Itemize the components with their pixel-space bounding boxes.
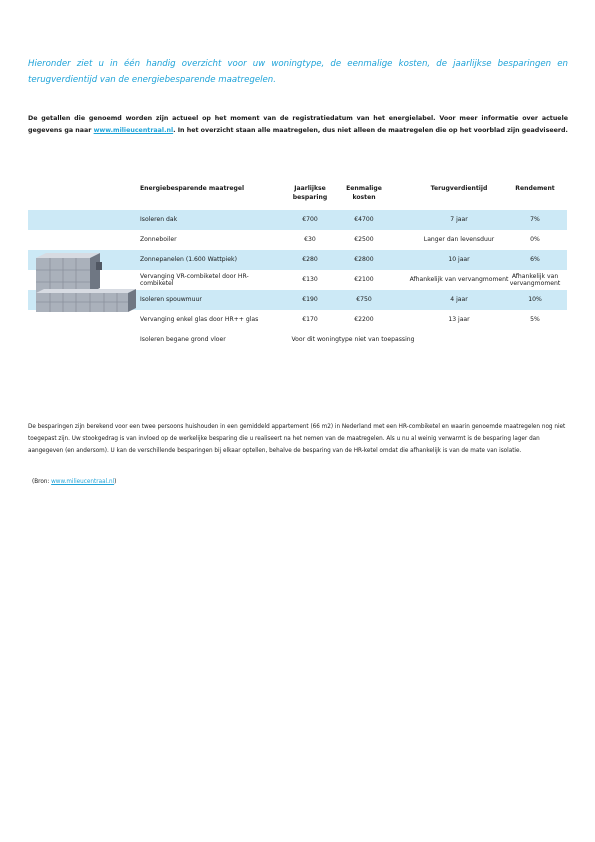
row-payback: Afhankelijk van vervangmoment	[409, 276, 509, 284]
row-payback: 10 jaar	[448, 256, 470, 264]
header-eenmalig: Eenmalige kosten	[346, 185, 382, 201]
row-cost: €2500	[354, 236, 374, 244]
row-measure: Zonneboiler	[140, 236, 177, 244]
row-cost: €2200	[354, 316, 374, 324]
row-measure: Isoleren spouwmuur	[140, 296, 202, 304]
source-suffix: )	[114, 479, 117, 485]
info-note-text: De getallen die genoemd worden zijn actueel op het moment van de registratiedatum van het energielabel. Voor meer informatie over actuele gegevens ga naar	[28, 115, 568, 134]
apartment-building-icon	[32, 252, 138, 318]
row-measure: Vervanging enkel glas door HR++ glas	[140, 316, 259, 324]
row-payback: Langer dan levensduur	[423, 236, 495, 244]
source-prefix: (Bron:	[32, 479, 52, 485]
row-measure: Isoleren dak	[140, 216, 178, 224]
intro-text: Hieronder ziet u in één handig overzicht voor uw woningtype, de eenmalige kosten, de jaarlijkse besparingen en terugverdientijd van de energiebesparende maatregelen.	[28, 59, 568, 85]
row-saving: €700	[302, 216, 318, 224]
row-measure: Vervanging VR-combiketel door HR-combiketel	[140, 272, 249, 287]
row-not-applicable-note: Voor dit woningtype niet van toepassing	[291, 336, 415, 344]
row-yield: 10%	[528, 296, 542, 304]
info-note	[28, 113, 568, 137]
row-measure: Zonnepanelen (1.600 Wattpiek)	[140, 256, 237, 264]
row-saving: €280	[302, 256, 318, 264]
row-cost: €4700	[354, 216, 374, 224]
row-yield: Afhankelijk van vervangmoment	[509, 272, 561, 287]
row-saving: €130	[302, 276, 318, 284]
row-payback: 7 jaar	[450, 216, 468, 224]
source-link[interactable]: www.milieucentraal.nl	[51, 479, 115, 485]
header-maatregel: Energiebesparende maatregel	[140, 185, 245, 192]
footnote: De besparingen zijn berekend voor een twee persoons huishouden in een gemiddeld appartement (66 m2) in Nederland met een HR-combiketel en waarin genoemde maatregelen nog niet toegepast zijn. Uw stookgedrag is van invloed op de werkelijke besparing die u realiseert na het nemen van de maatregelen. Als u nu al weinig verwarmt is de besparing lager dan aangegeven (en andersom). U kan de verschillende besparingen bij elkaar optellen, behalve de besparing van de HR-ketel omdat die afhankelijk is van de mate van isolatie.	[28, 424, 566, 454]
row-yield: 5%	[530, 316, 540, 324]
row-yield: 0%	[530, 236, 540, 244]
row-saving: €190	[302, 296, 318, 304]
table-row	[28, 210, 567, 230]
row-payback: 13 jaar	[448, 316, 470, 324]
row-yield: 6%	[530, 256, 540, 264]
info-note-text-end: . In het overzicht staan alle maatregelen, dus niet alleen de maatregelen die op het voorblad zijn geadviseerd.	[173, 127, 568, 134]
table-header	[28, 180, 567, 210]
milieucentraal-link[interactable]: www.milieucentraal.nl	[93, 127, 174, 134]
source-note	[32, 477, 116, 487]
row-cost: €2800	[354, 256, 374, 264]
row-payback: 4 jaar	[450, 296, 468, 304]
row-measure: Isoleren begane grond vloer	[140, 336, 226, 344]
header-terugverdientijd: Terugverdientijd	[430, 185, 488, 192]
header-rendement: Rendement	[515, 185, 555, 192]
row-saving: €170	[302, 316, 318, 324]
table-row	[28, 330, 567, 350]
header-jaarlijks: Jaarlijkse besparing	[292, 185, 328, 201]
row-saving: €30	[304, 236, 316, 244]
table-row	[28, 230, 567, 250]
row-cost: €750	[356, 296, 372, 304]
row-yield: 7%	[530, 216, 540, 224]
row-cost: €2100	[354, 276, 374, 284]
